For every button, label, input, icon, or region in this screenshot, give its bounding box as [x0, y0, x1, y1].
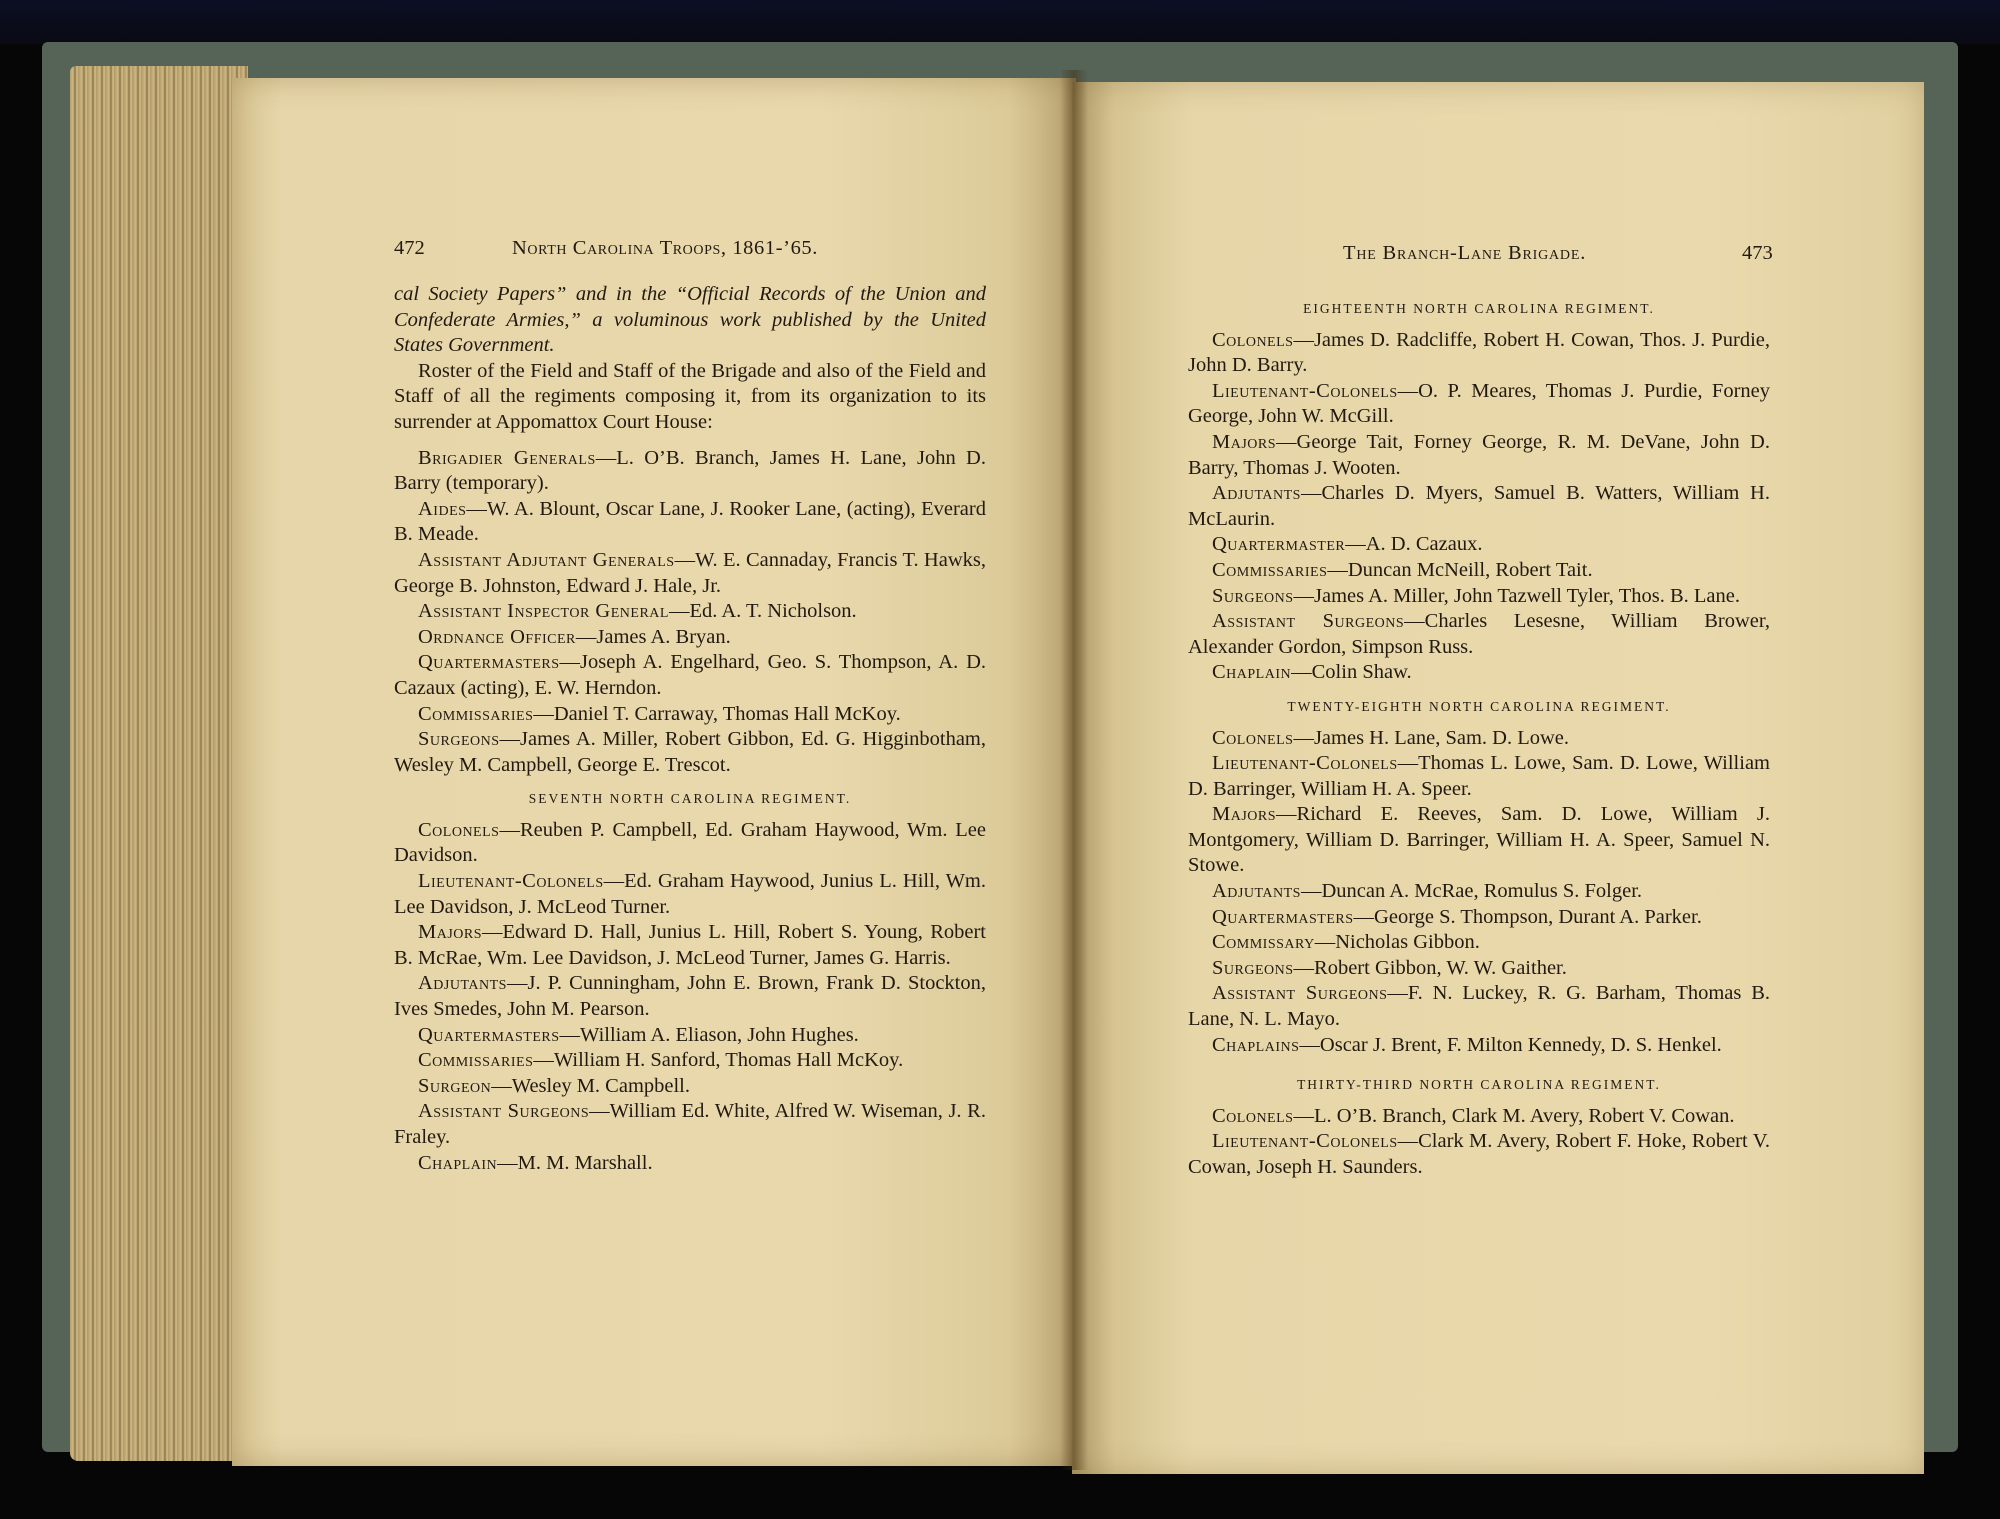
thirty-third-regiment-roster	[1188, 1104, 1770, 1181]
roster-title: Quartermasters	[418, 1023, 560, 1046]
brigade-roster	[394, 446, 986, 779]
roster-title: Adjutants	[1212, 482, 1301, 505]
scan-background	[0, 0, 2000, 44]
roster-title: Adjutants	[418, 972, 507, 995]
roster-title: Lieutenant-Colonels	[1212, 379, 1398, 402]
roster-title: Adjutants	[1212, 880, 1301, 903]
twenty-eighth-regiment-roster	[1188, 726, 1770, 1059]
roster-entry: Chaplain—Colin Shaw.	[1212, 661, 1412, 684]
roster-entry: Brigadier Generals—L. O’B. Branch, James H. Lane, John D. Barry (temporary).	[394, 446, 986, 495]
roster-entry: Quartermasters—George S. Thompson, Durant A. Parker.	[1212, 905, 1702, 928]
roster-entry: Lieutenant-Colonels—Thomas L. Lowe, Sam. D. Lowe, William D. Barringer, William H. A. Speer.	[1188, 752, 1770, 800]
roster-entry: Lieutenant-Colonels—Ed. Graham Haywood, Junius L. Hill, Wm. Lee Davidson, J. McLeod Turner.	[394, 870, 986, 918]
regiment-heading: THIRTY-THIRD NORTH CAROLINA REGIMENT.	[1297, 1077, 1661, 1093]
seventh-regiment-roster	[394, 818, 986, 1176]
roster-entry: Commissary—Nicholas Gibbon.	[1212, 931, 1480, 954]
right-page-number: 473	[1742, 242, 1773, 264]
roster-title: Aides	[418, 497, 467, 520]
roster-title: Majors	[1212, 803, 1277, 826]
roster-title: Ordnance Officer	[418, 625, 576, 648]
roster-title: Assistant Surgeons	[1212, 610, 1405, 633]
roster-names: James A. Bryan.	[596, 625, 731, 648]
roster-entry: Quartermasters—Joseph A. Engelhard, Geo. S. Thompson, A. D. Cazaux (acting), E. W. Herndon.	[394, 651, 986, 699]
roster-entry: Majors—Edward D. Hall, Junius L. Hill, Robert S. Young, Robert B. McRae, Wm. Lee Davidson, J. McLeod Turner, James G. Harris.	[394, 921, 986, 969]
roster-names: Edward D. Hall, Junius L. Hill, Robert S. Young, Robert B. McRae, Wm. Lee Davidson, J. McLeod Turner, James G. Harris.	[394, 921, 986, 969]
roster-names: James D. Radcliffe, Robert H. Cowan, Thos. J. Purdie, John D. Barry.	[1188, 328, 1770, 377]
roster-entry: Colonels—Reuben P. Campbell, Ed. Graham Haywood, Wm. Lee Davidson.	[394, 818, 986, 867]
roster-names: M. M. Marshall.	[517, 1151, 653, 1174]
roster-entry: Commissaries—Daniel T. Carraway, Thomas Hall McKoy.	[418, 702, 901, 725]
roster-entry: Commissaries—Duncan McNeill, Robert Tait.	[1212, 558, 1593, 581]
roster-entry: Adjutants—Duncan A. McRae, Romulus S. Folger.	[1212, 880, 1643, 903]
roster-entry: Colonels—James H. Lane, Sam. D. Lowe.	[1212, 726, 1570, 749]
roster-title: Chaplain	[1212, 661, 1292, 684]
roster-names: L. O’B. Branch, James H. Lane, John D. Barry (temporary).	[394, 446, 986, 495]
roster-names: W. E. Cannaday, Francis T. Hawks, George B. Johnston, Edward J. Hale, Jr.	[394, 548, 986, 597]
roster-entry: Aides—W. A. Blount, Oscar Lane, J. Rooker Lane, (acting), Everard B. Meade.	[394, 497, 986, 546]
roster-names: Richard E. Reeves, Sam. D. Lowe, William J. Montgomery, William D. Barringer, William H. A. Speer, Samuel N. Stowe.	[1188, 803, 1770, 877]
roster-names: Colin Shaw.	[1311, 661, 1412, 684]
roster-names: Duncan McNeill, Robert Tait.	[1347, 558, 1593, 581]
roster-title: Lieutenant-Colonels	[1212, 752, 1398, 775]
roster-title: Lieutenant-Colonels	[1212, 1130, 1398, 1153]
roster-title: Surgeons	[1212, 956, 1294, 979]
roster-entry: Surgeons—Robert Gibbon, W. W. Gaither.	[1212, 956, 1567, 979]
roster-entry: Majors—George Tait, Forney George, R. M. DeVane, John D. Barry, Thomas J. Wooten.	[1188, 430, 1770, 479]
roster-names: George S. Thompson, Durant A. Parker.	[1374, 905, 1702, 928]
roster-names: James A. Miller, John Tazwell Tyler, Thos. B. Lane.	[1314, 584, 1740, 607]
roster-entry: Assistant Inspector General—Ed. A. T. Nicholson.	[418, 600, 857, 623]
roster-title: Surgeons	[418, 728, 500, 751]
roster-names: A. D. Cazaux.	[1365, 533, 1483, 556]
roster-title: Majors	[1212, 430, 1277, 453]
book-gutter	[1060, 70, 1088, 1470]
roster-names: Wesley M. Campbell.	[511, 1074, 690, 1097]
roster-names: William A. Eliason, John Hughes.	[580, 1023, 859, 1046]
roster-entry: Majors—Richard E. Reeves, Sam. D. Lowe, William J. Montgomery, William D. Barringer, William H. A. Speer, Samuel N. Stowe.	[1188, 803, 1770, 877]
roster-entry: Colonels—L. O’B. Branch, Clark M. Avery, Robert V. Cowan.	[1212, 1104, 1735, 1127]
roster-title: Colonels	[1212, 726, 1294, 749]
roster-names: Robert Gibbon, W. W. Gaither.	[1314, 956, 1567, 979]
roster-entry: Surgeons—James A. Miller, Robert Gibbon, Ed. G. Higginbotham, Wesley M. Campbell, George E. Trescot.	[394, 728, 986, 776]
roster-names: Duncan A. McRae, Romulus S. Folger.	[1321, 880, 1643, 903]
roster-title: Assistant Surgeons	[418, 1100, 590, 1123]
roster-entry: Assistant Surgeons—Charles Lesesne, William Brower, Alexander Gordon, Simpson Russ.	[1188, 610, 1770, 658]
left-page-number: 472	[394, 237, 425, 259]
roster-title: Quartermaster	[1212, 533, 1346, 556]
eighteenth-regiment-roster	[1188, 328, 1770, 686]
roster-title: Colonels	[1212, 1104, 1294, 1127]
roster-title: Commissary	[1212, 931, 1315, 954]
roster-entry: Ordnance Officer—James A. Bryan.	[418, 625, 731, 648]
roster-title: Commissaries	[418, 1049, 534, 1072]
roster-entry: Lieutenant-Colonels—Clark M. Avery, Robert F. Hoke, Robert V. Cowan, Joseph H. Saunders.	[1188, 1130, 1770, 1178]
roster-entry: Chaplains—Oscar J. Brent, F. Milton Kennedy, D. S. Henkel.	[1212, 1033, 1722, 1056]
roster-names: James A. Miller, Robert Gibbon, Ed. G. Higginbotham, Wesley M. Campbell, George E. Trescot.	[394, 728, 986, 776]
roster-entry: Assistant Surgeons—William Ed. White, Alfred W. Wiseman, J. R. Fraley.	[394, 1100, 986, 1148]
roster-names: Nicholas Gibbon.	[1335, 931, 1480, 954]
right-page-body	[1188, 292, 1770, 1181]
roster-names: George Tait, Forney George, R. M. DeVane, John D. Barry, Thomas J. Wooten.	[1188, 430, 1770, 479]
roster-names: William H. Sanford, Thomas Hall McKoy.	[553, 1049, 904, 1072]
roster-names: J. P. Cunningham, John E. Brown, Frank D. Stockton, Ives Smedes, John M. Pearson.	[394, 972, 986, 1021]
roster-title: Assistant Surgeons	[1212, 982, 1388, 1005]
roster-entry: Assistant Adjutant Generals—W. E. Cannaday, Francis T. Hawks, George B. Johnston, Edward J. Hale, Jr.	[394, 548, 986, 597]
roster-names: Oscar J. Brent, F. Milton Kennedy, D. S. Henkel.	[1319, 1033, 1722, 1056]
regiment-heading: EIGHTEENTH NORTH CAROLINA REGIMENT.	[1303, 301, 1655, 316]
roster-names: James H. Lane, Sam. D. Lowe.	[1313, 726, 1570, 749]
right-running-head: The Branch-Lane Brigade.	[1343, 242, 1587, 264]
roster-entry: Lieutenant-Colonels—O. P. Meares, Thomas J. Purdie, Forney George, John W. McGill.	[1188, 379, 1770, 428]
left-running-head: North Carolina Troops, 1861-’65.	[512, 237, 819, 259]
page-edges	[70, 66, 248, 1461]
roster-names: Daniel T. Carraway, Thomas Hall McKoy.	[553, 702, 901, 725]
roster-title: Commissaries	[1212, 558, 1328, 581]
roster-entry: Assistant Surgeons—F. N. Luckey, R. G. Barham, Thomas B. Lane, N. L. Mayo.	[1188, 982, 1771, 1031]
roster-title: Quartermasters	[1212, 905, 1354, 928]
roster-entry: Quartermasters—William A. Eliason, John Hughes.	[418, 1023, 859, 1046]
roster-names: L. O’B. Branch, Clark M. Avery, Robert V. Cowan.	[1313, 1104, 1735, 1127]
roster-title: Surgeon	[418, 1074, 492, 1097]
roster-title: Colonels	[1212, 328, 1294, 351]
roster-title: Commissaries	[418, 702, 534, 725]
roster-entry: Chaplain—M. M. Marshall.	[418, 1151, 653, 1174]
roster-names: Joseph A. Engelhard, Geo. S. Thompson, A. D. Cazaux (acting), E. W. Herndon.	[394, 651, 986, 699]
roster-entry: Adjutants—Charles D. Myers, Samuel B. Watters, William H. McLaurin.	[1188, 482, 1770, 530]
roster-entry: Surgeons—James A. Miller, John Tazwell Tyler, Thos. B. Lane.	[1212, 584, 1740, 607]
roster-entry: Commissaries—William H. Sanford, Thomas Hall McKoy.	[418, 1049, 904, 1072]
regiment-heading: SEVENTH NORTH CAROLINA REGIMENT.	[528, 791, 852, 807]
roster-names: Ed. Graham Haywood, Junius L. Hill, Wm. Lee Davidson, J. McLeod Turner.	[394, 870, 986, 918]
roster-title: Quartermasters	[418, 651, 560, 674]
roster-names: Charles Lesesne, William Brower, Alexander Gordon, Simpson Russ.	[1188, 610, 1770, 658]
roster-entry: Colonels—James D. Radcliffe, Robert H. Cowan, Thos. J. Purdie, John D. Barry.	[1188, 328, 1770, 377]
roster-names: Clark M. Avery, Robert F. Hoke, Robert V. Cowan, Joseph H. Saunders.	[1188, 1130, 1770, 1178]
roster-entry: Quartermaster—A. D. Cazaux.	[1212, 533, 1483, 556]
roster-names: O. P. Meares, Thomas J. Purdie, Forney George, John W. McGill.	[1188, 379, 1770, 428]
roster-title: Brigadier Generals	[418, 446, 596, 469]
roster-title: Chaplain	[418, 1151, 498, 1174]
roster-names: W. A. Blount, Oscar Lane, J. Rooker Lane, (acting), Everard B. Meade.	[394, 497, 986, 546]
roster-entry: Adjutants—J. P. Cunningham, John E. Brown, Frank D. Stockton, Ives Smedes, John M. Pearson.	[394, 972, 986, 1021]
roster-names: Thomas L. Lowe, Sam. D. Lowe, William D. Barringer, William H. A. Speer.	[1188, 752, 1770, 800]
roster-entry: Surgeon—Wesley M. Campbell.	[418, 1074, 690, 1097]
regiment-heading: TWENTY-EIGHTH NORTH CAROLINA REGIMENT.	[1287, 698, 1671, 714]
roster-title: Assistant Adjutant Generals	[418, 548, 675, 571]
roster-title: Lieutenant-Colonels	[418, 870, 604, 893]
roster-names: Charles D. Myers, Samuel B. Watters, William H. McLaurin.	[1188, 482, 1770, 530]
roster-names: Ed. A. T. Nicholson.	[689, 600, 857, 623]
roster-title: Assistant Inspector General	[418, 600, 669, 623]
roster-names: F. N. Luckey, R. G. Barham, Thomas B. Lane, N. L. Mayo.	[1188, 982, 1771, 1031]
roster-title: Surgeons	[1212, 584, 1294, 607]
intro-paragraph: cal Society Papers” and in the “Official Records of the Union and Confederate Armies,” a voluminous work published by the United States Government.	[394, 283, 986, 357]
roster-title: Majors	[418, 921, 483, 944]
roster-names: Reuben P. Campbell, Ed. Graham Haywood, Wm. Lee Davidson.	[394, 818, 986, 867]
roster-title: Colonels	[418, 818, 500, 841]
intro-paragraph: Roster of the Field and Staff of the Brigade and also of the Field and Staff of all the regiments composing it, from its organization to its surrender at Appomattox Court House:	[394, 359, 986, 433]
roster-names: William Ed. White, Alfred W. Wiseman, J. R. Fraley.	[394, 1100, 986, 1148]
left-page-body	[394, 282, 986, 1176]
roster-title: Chaplains	[1212, 1033, 1300, 1056]
